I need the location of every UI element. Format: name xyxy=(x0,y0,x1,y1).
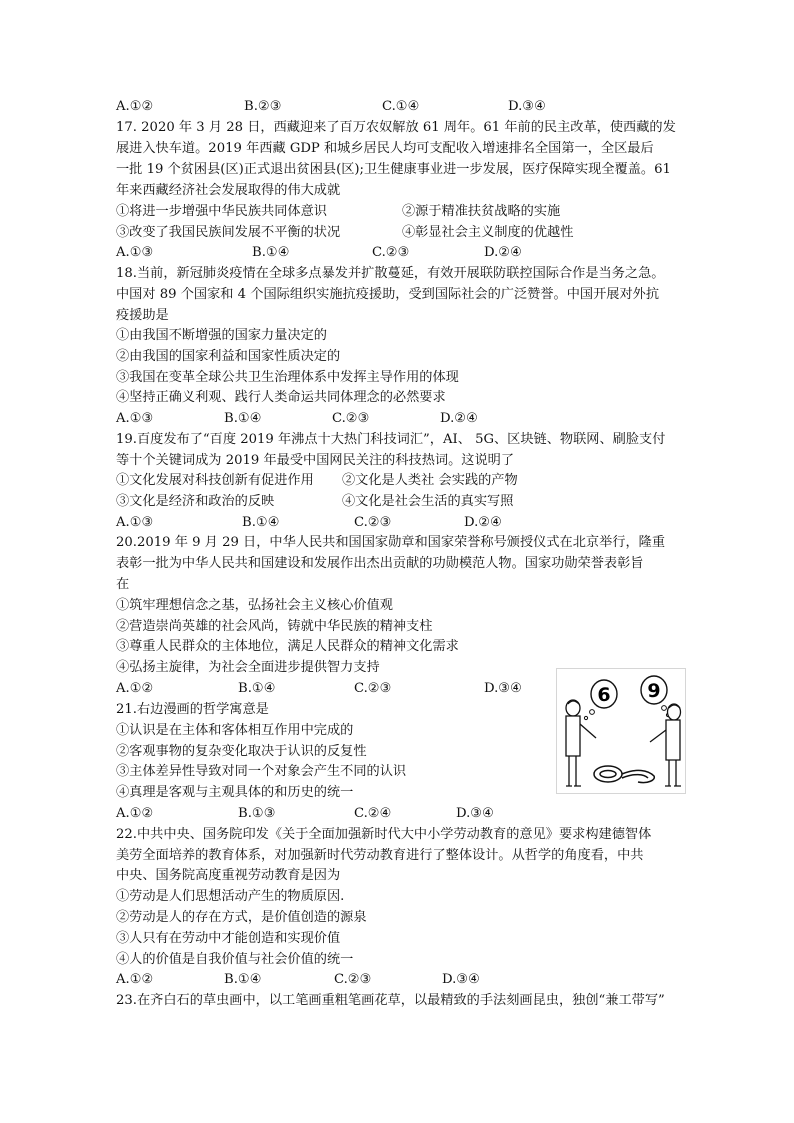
q20-stem-line-3: 在 xyxy=(116,577,130,592)
q17-option-a: A.①③ xyxy=(116,245,154,260)
q20-statement-2: ②营造崇尚英雄的社会风尚，铸就中华民族的精神支柱 xyxy=(116,619,433,634)
cartoon-6-9-illustration xyxy=(556,668,686,794)
q21-option-c: C.②④ xyxy=(354,806,392,821)
q17-statement-3: ③改变了我国民族间发展不平衡的状况 xyxy=(116,225,341,240)
q19-stem-line-2: 等十个关键词成为 2019 年最受中国网民关注的科技热词。这说明了 xyxy=(116,453,515,468)
q18-option-a: A.①③ xyxy=(116,411,154,426)
q20-statement-4: ④弘扬主旋律，为社会全面进步提供智力支持 xyxy=(116,660,380,675)
q20-stem-line-1: 20.2019 年 9 月 29 日，中华人民共和国国家勋章和国家荣誉称号颁授仪式在北京举行，隆重 xyxy=(116,535,666,550)
q18-statement-2: ②由我国的国家利益和国家性质决定的 xyxy=(116,349,341,364)
q18-option-d: D.②④ xyxy=(440,411,478,426)
q21-statement-2: ②客观事物的复杂变化取决于认识的反复性 xyxy=(116,744,367,759)
q22-stem-line-1: 22.中共中央、国务院印发《关于全面加强新时代大中小学劳动教育的意见》要求构建德智体 xyxy=(116,827,652,842)
q20-option-d: D.③④ xyxy=(484,681,522,696)
q22-option-b: B.①④ xyxy=(224,972,262,987)
q17-statement-1: ①将进一步增强中华民族共同体意识 xyxy=(116,204,327,219)
q22-option-a: A.①② xyxy=(116,972,154,987)
q21-statement-1: ①认识是在主体和客体相互作用中完成的 xyxy=(116,723,354,738)
q21-statement-3: ③主体差异性导致对同一个对象会产生不同的认识 xyxy=(116,764,407,779)
q18-option-b: B.①④ xyxy=(224,411,262,426)
q22-statement-1: ①劳动是人们思想活动产生的物质原因. xyxy=(116,889,345,904)
q19-option-c: C.②③ xyxy=(354,515,392,530)
q21-stem: 21.右边漫画的哲学寓意是 xyxy=(116,702,269,717)
q19-statement-3: ③文化是经济和政治的反映 xyxy=(116,494,275,509)
q17-stem-line-2: 展进入快车道。2019 年西藏 GDP 和城乡居民人均可支配收入增速排名全国第一，全区最后 xyxy=(116,141,654,156)
q19-statement-4: ④文化是社会生活的真实写照 xyxy=(342,494,514,509)
q21-option-d: D.③④ xyxy=(456,806,494,821)
q19-option-b: B.①④ xyxy=(242,515,280,530)
q19-option-d: D.②④ xyxy=(464,515,502,530)
q18-statement-4: ④坚持正确义利观、践行人类命运共同体理念的必然要求 xyxy=(116,390,446,405)
q22-statement-3: ③人只有在劳动中才能创造和实现价值 xyxy=(116,931,341,946)
q20-stem-line-2: 表彰一批为中华人民共和国建设和发展作出杰出贡献的功勋模范人物。国家功勋荣誉表彰旨 xyxy=(116,556,644,571)
q20-option-a: A.①② xyxy=(116,681,154,696)
q18-stem-line-1: 18.当前，新冠肺炎疫情在全球多点暴发并扩散蔓延，有效开展联防联控国际合作是当务之急。 xyxy=(116,266,665,281)
q21-option-a: A.①② xyxy=(116,806,154,821)
q16-option-d: D.③④ xyxy=(508,99,546,114)
q20-option-c: C.②③ xyxy=(354,681,392,696)
q17-option-c: C.②③ xyxy=(372,245,410,260)
q22-stem-line-3: 中央、国务院高度重视劳动教育是因为 xyxy=(116,868,341,883)
q17-statement-4: ④彰显社会主义制度的优越性 xyxy=(402,225,574,240)
q22-statement-2: ②劳动是人的存在方式，是价值创造的源泉 xyxy=(116,910,367,925)
left-bubble-digit: 6 xyxy=(597,684,611,706)
q19-statement-1: ①文化发展对科技创新有促进作用 xyxy=(116,473,314,488)
right-bubble-digit: 9 xyxy=(647,680,661,702)
q19-option-a: A.①③ xyxy=(116,515,154,530)
q20-statement-3: ③尊重人民群众的主体地位，满足人民群众的精神文化需求 xyxy=(116,639,459,654)
q16-option-a: A.①② xyxy=(116,99,154,114)
q18-statement-3: ③我国在变革全球公共卫生治理体系中发挥主导作用的体现 xyxy=(116,370,459,385)
q21-statement-4: ④真理是客观与主观具体的和历史的统一 xyxy=(116,785,354,800)
q18-statement-1: ①由我国不断增强的国家力量决定的 xyxy=(116,328,327,343)
q22-stem-line-2: 美劳全面培养的教育体系，对加强新时代劳动教育进行了整体设计。从哲学的角度看，中共 xyxy=(116,848,644,863)
q19-stem-line-1: 19.百度发布了“百度 2019 年沸点十大热门科技词汇”，AI、 5G、区块链、物联网、刷脸支付 xyxy=(116,432,666,447)
q17-stem-line-1: 17. 2020 年 3 月 28 日，西藏迎来了百万农奴解放 61 周年。61 年前的民主改革，使西藏的发 xyxy=(116,120,676,135)
q21-option-b: B.①③ xyxy=(238,806,276,821)
q19-statement-2: ②文化是人类社 会实践的产物 xyxy=(342,473,518,488)
q18-stem-line-3: 疫援助是 xyxy=(116,308,169,323)
q18-stem-line-2: 中国对 89 个国家和 4 个国际组织实施抗疫援助，受到国际社会的广泛赞誉。中国开展对外抗 xyxy=(116,287,660,302)
q17-stem-line-4: 年来西藏经济社会发展取得的伟大成就 xyxy=(116,183,341,198)
q22-option-d: D.③④ xyxy=(442,972,480,987)
q16-option-c: C.①④ xyxy=(382,99,420,114)
q16-option-b: B.②③ xyxy=(244,99,282,114)
q23-stem-line-1: 23.在齐白石的草虫画中，以工笔画重粗笔画花草，以最精致的手法刻画昆虫，独创“兼工带写” xyxy=(116,993,665,1008)
q17-option-b: B.①④ xyxy=(252,245,290,260)
q17-statement-2: ②源于精准扶贫战略的实施 xyxy=(402,204,561,219)
q22-option-c: C.②③ xyxy=(334,972,372,987)
q22-statement-4: ④人的价值是自我价值与社会价值的统一 xyxy=(116,952,354,967)
q18-option-c: C.②③ xyxy=(332,411,370,426)
q20-statement-1: ①筑牢理想信念之基，弘扬社会主义核心价值观 xyxy=(116,598,393,613)
q17-option-d: D.②④ xyxy=(484,245,522,260)
q17-stem-line-3: 一批 19 个贫困县(区)正式退出贫困县(区);卫生健康事业进一步发展，医疗保障实现全覆盖。61 xyxy=(116,162,671,177)
q20-option-b: B.①④ xyxy=(238,681,276,696)
